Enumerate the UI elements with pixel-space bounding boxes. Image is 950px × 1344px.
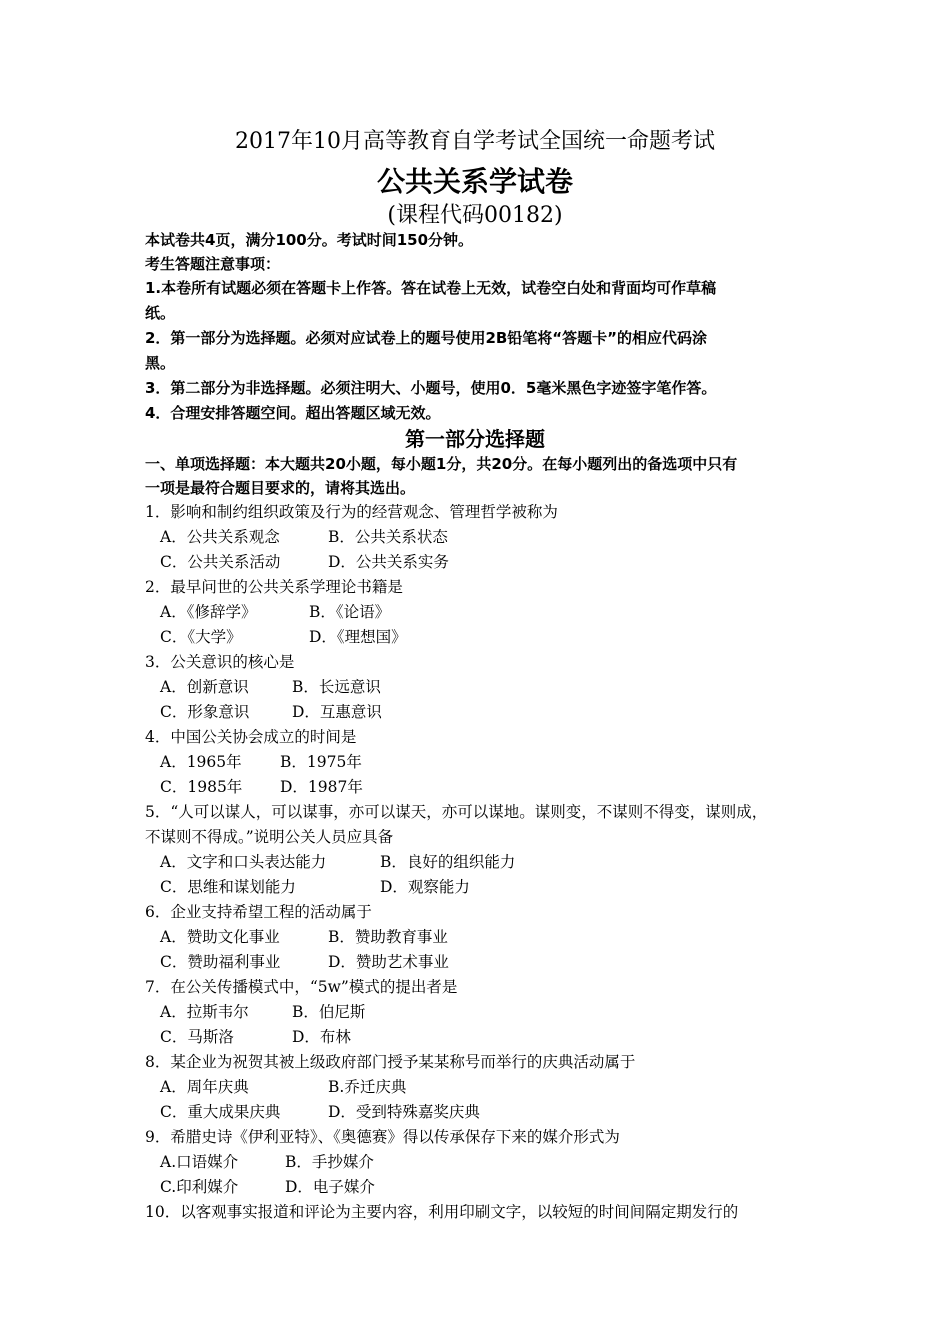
option-d: D．赞助艺术事业 (328, 953, 449, 971)
option-c: C．公共关系活动 (160, 553, 281, 571)
option-a: A．文字和口头表达能力 (160, 853, 327, 871)
option-b: B．长远意识 (292, 678, 381, 696)
option-d: D．受到特殊嘉奖庆典 (328, 1103, 480, 1121)
question-stem: 9．希腊史诗《伊利亚特》、《奥德赛》得以传承保存下来的媒介形式为 (145, 1128, 620, 1146)
question-stem: 10．以客观事实报道和评论为主要内容，利用印刷文字，以较短的时间间隔定期发行的 (145, 1203, 739, 1221)
option-a: A．拉斯韦尔 (160, 1003, 249, 1021)
option-d: D．观察能力 (380, 878, 470, 896)
option-c: C.印利媒介 (160, 1178, 239, 1196)
option-d: D．公共关系实务 (328, 553, 449, 571)
option-c: C．马斯洛 (160, 1028, 234, 1046)
question-stem: 3．公关意识的核心是 (145, 653, 295, 671)
notice-item-2-cont: 黑。 (145, 354, 176, 372)
option-d: D．电子媒介 (285, 1178, 375, 1196)
option-a: A．《修辞学》 (160, 603, 257, 621)
option-c: C．赞助福利事业 (160, 953, 281, 971)
option-b: B．《论语》 (309, 603, 391, 621)
option-d: D．《理想国》 (309, 628, 407, 646)
notice-item-1: 1.本卷所有试题必须在答题卡上作答。答在试卷上无效，试卷空白处和背面均可作草稿 (145, 279, 717, 297)
notice-item-1-cont: 纸。 (145, 304, 176, 322)
option-b: B．伯尼斯 (292, 1003, 366, 1021)
option-a: A．1965年 (160, 753, 242, 771)
question-stem: 8．某企业为祝贺其被上级政府部门授予某某称号而举行的庆典活动属于 (145, 1053, 636, 1071)
option-d: D．互惠意识 (292, 703, 382, 721)
option-a: A．赞助文化事业 (160, 928, 280, 946)
option-a: A．创新意识 (160, 678, 249, 696)
option-d: D．布林 (292, 1028, 351, 1046)
option-c: C．形象意识 (160, 703, 250, 721)
question-stem: 7．在公关传播模式中，“5w”模式的提出者是 (145, 978, 458, 996)
option-c: C．思维和谋划能力 (160, 878, 296, 896)
exam-title: 公共关系学试卷 (376, 165, 573, 198)
option-b: B．赞助教育事业 (328, 928, 448, 946)
option-c: C．1985年 (160, 778, 243, 796)
notice-item-4: 4．合理安排答题空间。超出答题区域无效。 (145, 404, 441, 422)
section-instructions-cont: 一项是最符合题目要求的，请将其选出。 (145, 479, 416, 497)
exam-summary: 本试卷共4页，满分100分。考试时间150分钟。 (145, 231, 474, 249)
option-b: B.乔迁庆典 (328, 1078, 407, 1096)
option-a: A．周年庆典 (160, 1078, 249, 1096)
notice-item-2: 2．第一部分为选择题。必须对应试卷上的题号使用2B铅笔将“答题卡”的相应代码涂 (145, 329, 708, 347)
option-d: D．1987年 (280, 778, 363, 796)
question-stem: 6．企业支持希望工程的活动属于 (145, 903, 372, 921)
option-b: B．公共关系状态 (328, 528, 448, 546)
notice-heading: 考生答题注意事项： (145, 255, 281, 273)
option-c: C．《大学》 (160, 628, 242, 646)
question-stem: 4．中国公关协会成立的时间是 (145, 728, 357, 746)
option-b: B．1975年 (280, 753, 362, 771)
exam-header-line: 2017年10月高等教育自学考试全国统一命题考试 (235, 129, 715, 154)
option-a: A.口语媒介 (160, 1153, 239, 1171)
option-c: C．重大成果庆典 (160, 1103, 281, 1121)
option-a: A．公共关系观念 (160, 528, 280, 546)
question-stem: 5．“人可以谋人，可以谋事，亦可以谋天，亦可以谋地。谋则变，不谋则不得变，谋则成， (145, 803, 768, 821)
question-stem: 2．最早问世的公共关系学理论书籍是 (145, 578, 403, 596)
section-instructions: 一、单项选择题：本大题共20小题，每小题1分，共20分。在每小题列出的备选项中只有 (145, 455, 738, 473)
course-code: (课程代码00182) (387, 203, 563, 228)
question-stem-cont: 不谋则不得成。”说明公关人员应具备 (145, 828, 394, 846)
option-b: B．良好的组织能力 (380, 853, 516, 871)
option-b: B．手抄媒介 (285, 1153, 374, 1171)
notice-item-3: 3．第二部分为非选择题。必须注明大、小题号，使用0．5毫米黑色字迹签字笔作答。 (145, 379, 717, 397)
question-stem: 1．影响和制约组织政策及行为的经营观念、管理哲学被称为 (145, 503, 558, 521)
section-title: 第一部分选择题 (405, 427, 545, 451)
